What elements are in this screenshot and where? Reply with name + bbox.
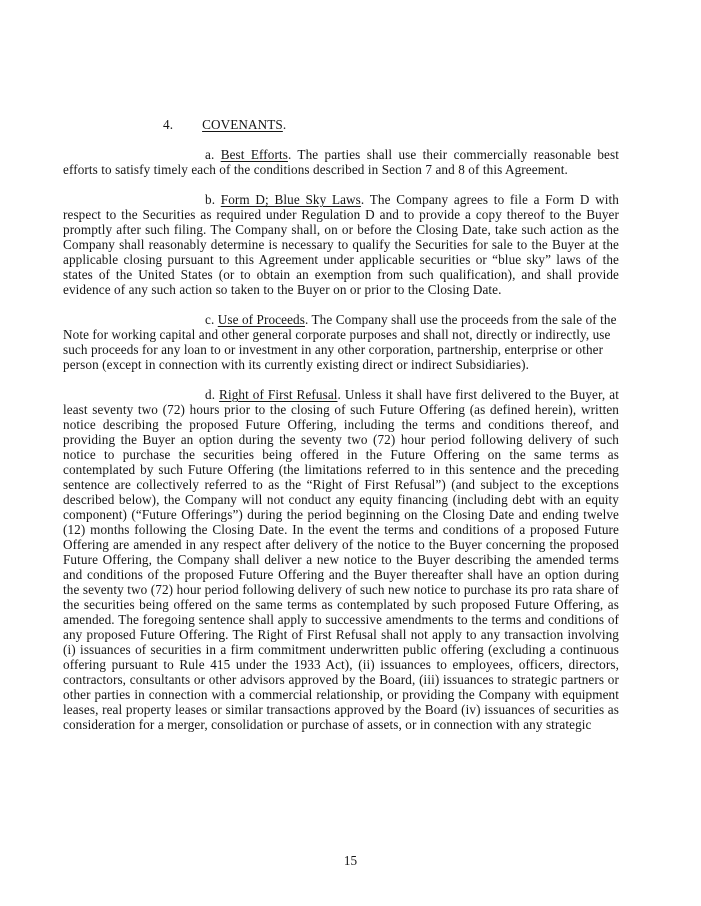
paragraph-title: Best Efforts bbox=[220, 147, 288, 162]
paragraph-title: Right of First Refusal bbox=[219, 387, 338, 402]
paragraph-label: a. bbox=[205, 147, 215, 162]
section-number: 4. bbox=[163, 117, 174, 132]
paragraph-title: Form D; Blue Sky Laws bbox=[220, 192, 361, 207]
section-title: COVENANTS bbox=[202, 117, 283, 132]
section-heading bbox=[63, 117, 619, 132]
paragraph-form-d-blue-sky-laws bbox=[63, 192, 619, 297]
paragraph-label: d. bbox=[205, 387, 216, 402]
page-number: 15 bbox=[343, 853, 358, 868]
paragraph-title: Use of Proceeds bbox=[217, 312, 305, 327]
paragraph-right-of-first-refusal bbox=[63, 387, 619, 732]
paragraph-best-efforts bbox=[63, 147, 619, 177]
section-title-period: . bbox=[282, 117, 287, 132]
paragraph-text: . The Company shall use the proceeds from the sale of the Note for working capital and other general corporate purposes and shall not, directly or indirectly, use such proceeds for any loan to or investment in any other corporation, partnership, enterprise or other person (except in connection with its currently existing direct or indirect Subsidiaries). bbox=[63, 312, 617, 372]
paragraph-text: . The Company agrees to file a Form D with respect to the Securities as required under Regulation D and to provide a copy thereof to the Buyer promptly after such filing. The Company shall, on or before the Closing Date, take such action as the Company shall reasonably determine is necessary to qualify the Securities for sale to the Buyer at the applicable closing pursuant to this Agreement under applicable securities or “blue sky” laws of the states of the United States (or to obtain an exemption from such qualification), and shall provide evidence of any such action so taken to the Buyer on or prior to the Closing Date. bbox=[63, 192, 619, 297]
paragraph-text: . The parties shall use their commercially reasonable best efforts to satisfy timely each of the conditions described in Section 7 and 8 of this Agreement. bbox=[63, 147, 619, 177]
paragraph-label: b. bbox=[205, 192, 216, 207]
document-body bbox=[63, 117, 619, 747]
paragraph-text: . Unless it shall have first delivered to the Buyer, at least seventy two (72) hours prior to the closing of such Future Offering (as defined herein), written notice describing the proposed Future Offering, including the terms and conditions thereof, and providing the Buyer an option during the seventy two (72) hour period following delivery of such notice to purchase the securities being offered in the Future Offering on the same terms as contemplated by such Future Offering (the limitations referred to in this sentence and the preceding sentence are collectively referred to as the “Right of First Refusal”) (and subject to the exceptions described below), the Company will not conduct any equity financing (including debt with an equity component) (“Future Offerings”) during the period beginning on the Closing Date and ending twelve (12) months following the Closing Date. In the event the terms and conditions of a proposed Future Offering are amended in any respect after delivery of the notice to the Buyer concerning the proposed Future Offering, the Company shall deliver a new notice to the Buyer describing the amended terms and conditions of the proposed Future Offering and the Buyer thereafter shall have an option during the seventy two (72) hour period following delivery of such new notice to purchase its pro rata share of the securities being offered on the same terms as contemplated by such proposed Future Offering, as amended. The foregoing sentence shall apply to successive amendments to the terms and conditions of any proposed Future Offering. The Right of First Refusal shall not apply to any transaction involving (i) issuances of securities in a firm commitment underwritten public offering (excluding a continuous offering pursuant to Rule 415 under the 1933 Act), (ii) issuances to employees, officers, directors, contractors, consultants or other advisors approved by the Board, (iii) issuances to strategic partners or other parties in connection with a commercial relationship, or providing the Company with equipment leases, real property leases or similar transactions approved by the Board (iv) issuances of securities as consideration for a merger, consolidation or purchase of assets, or in connection with any strategic bbox=[63, 387, 619, 732]
paragraph-label: c. bbox=[205, 312, 215, 327]
paragraph-use-of-proceeds bbox=[63, 312, 619, 372]
